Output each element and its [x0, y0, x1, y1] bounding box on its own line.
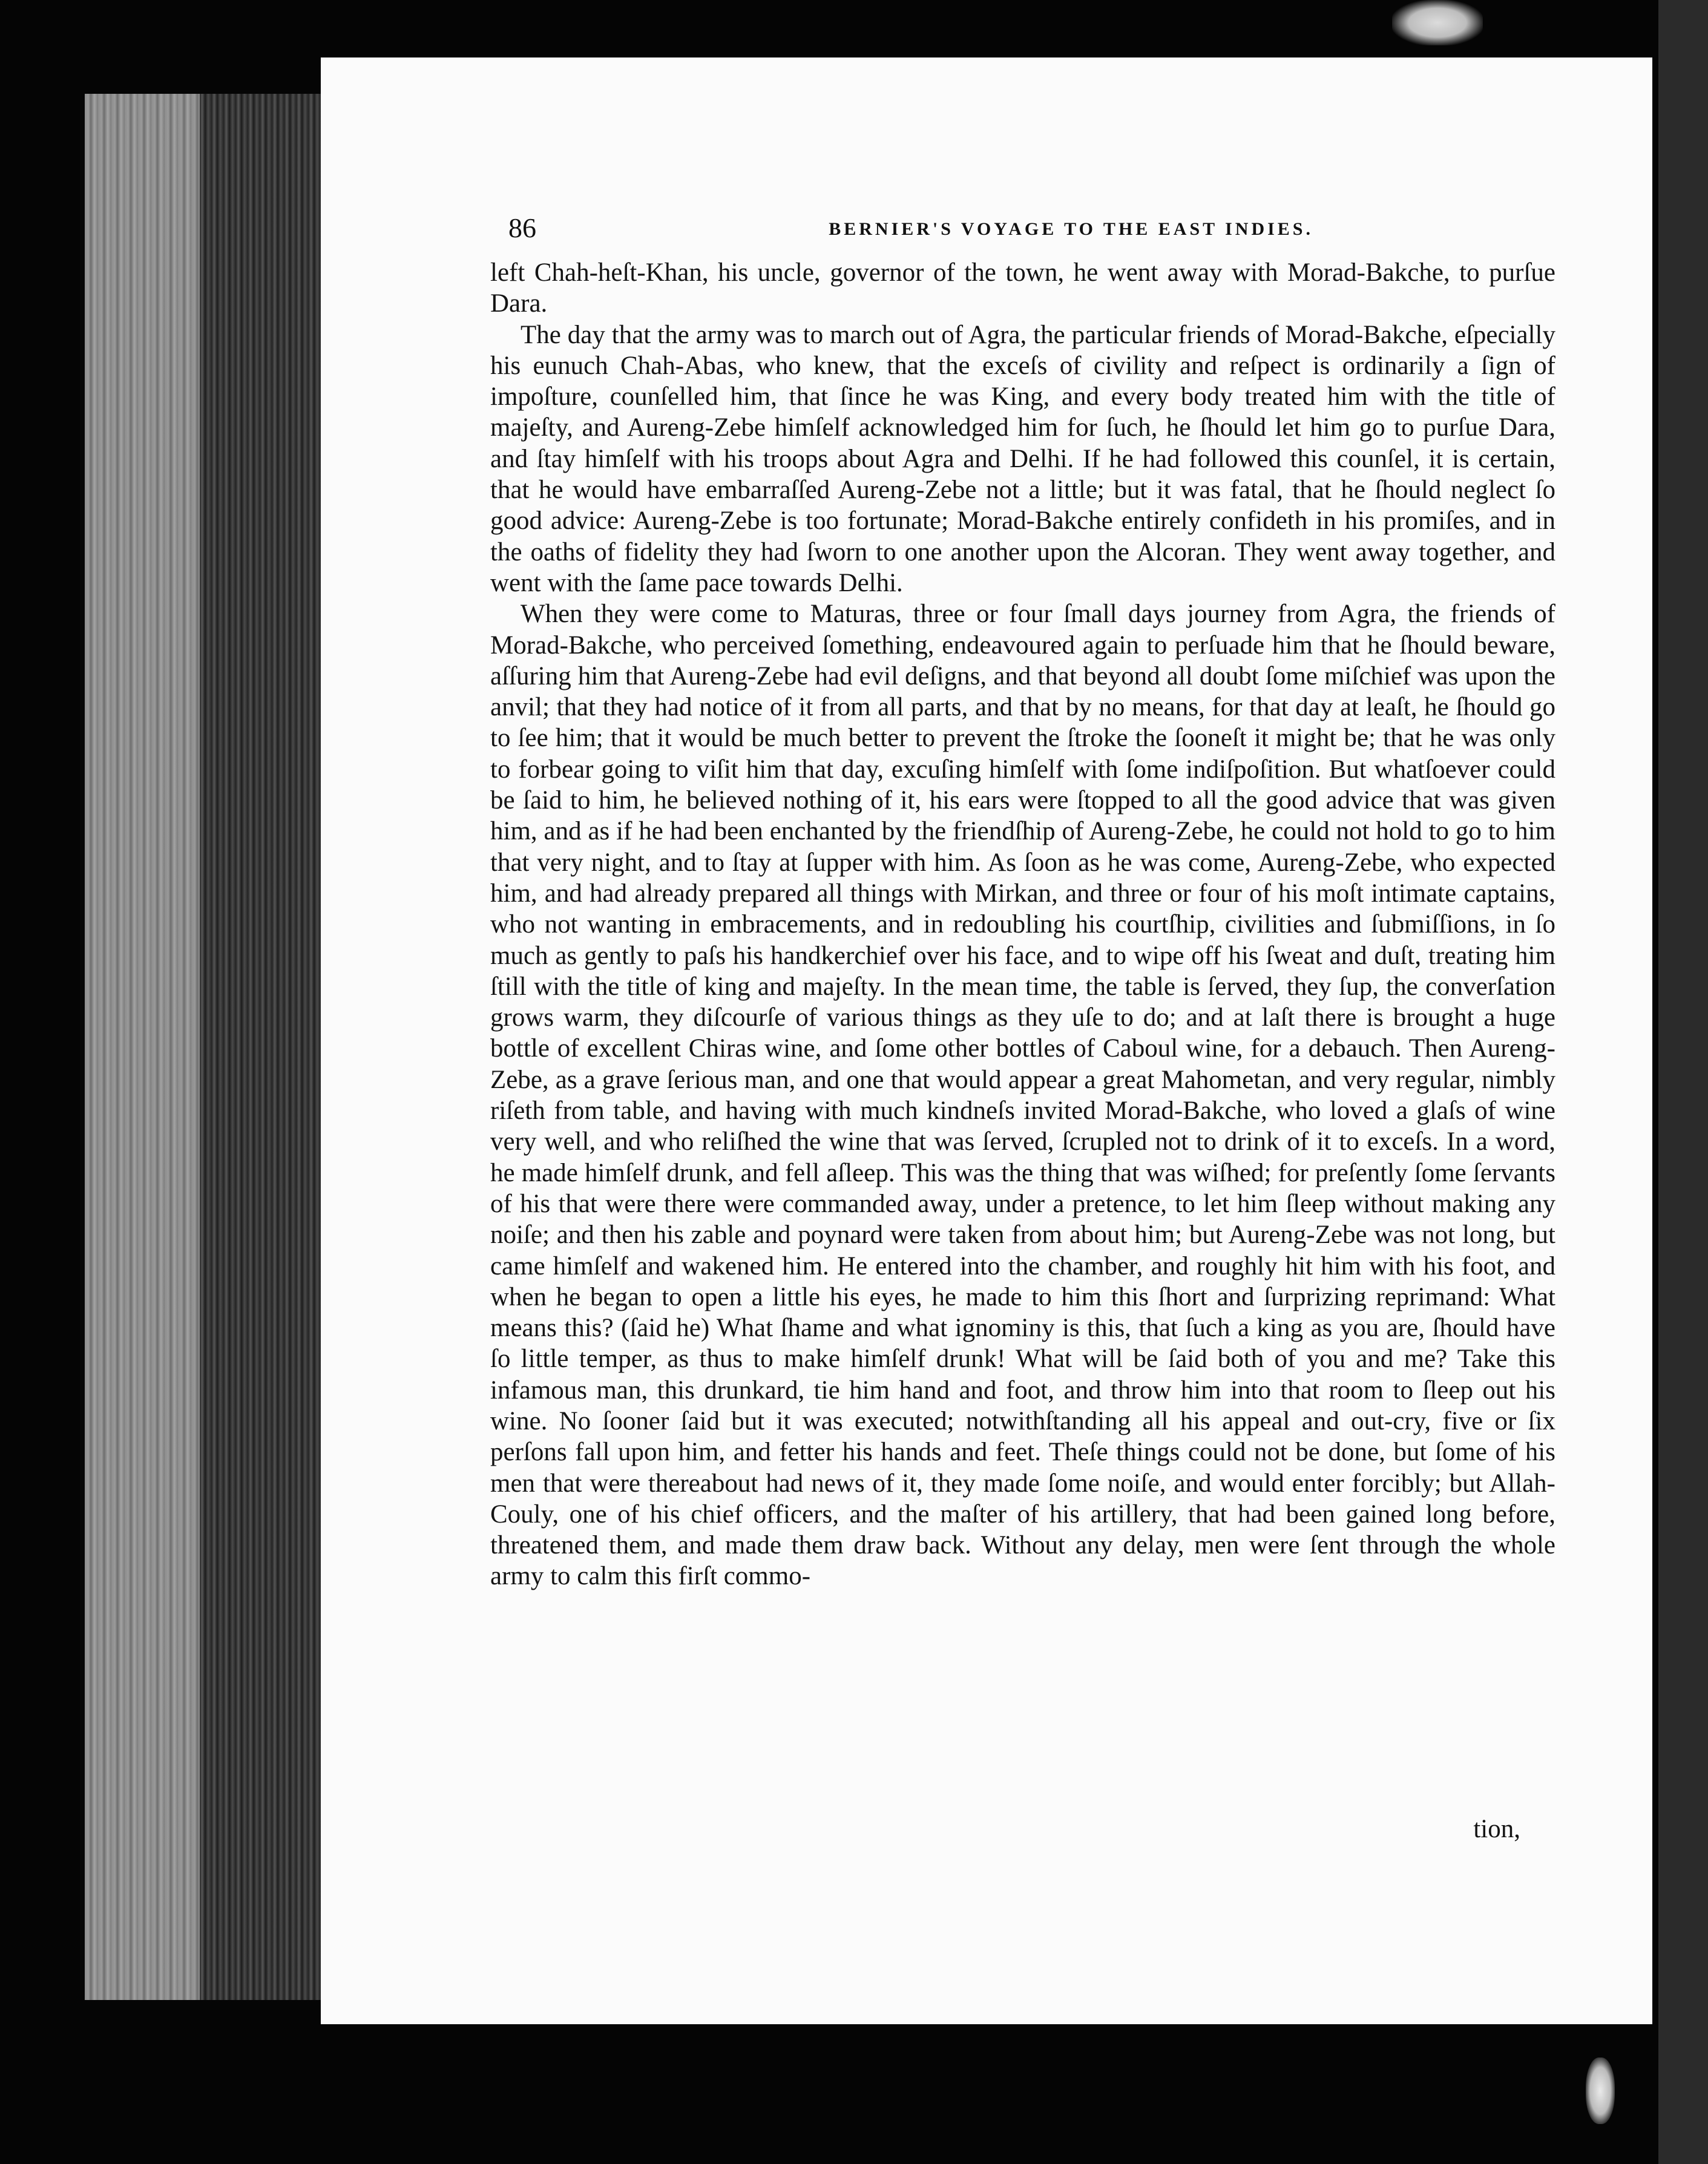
scan-artifact-bottom: [1586, 2057, 1615, 2124]
paragraph: The day that the army was to march out of Agra, the particular friends of Morad-Bakche, eſpecially his eunuch Chah-Abas, who knew, that the exceſs of civility and reſpect is ordinarily a ſign of impoſture, counſelled him, that ſince he was King, and every body treated him with the title of majeſty, and Aureng-Zebe himſelf acknowledged him for ſuch, he ſhould let him go to purſue Dara, and ſtay himſelf with his troops about Agra and Delhi. If he had followed this counſel, it is certain, that he would have embarraſſed Aureng-Zebe not a little; but it was fatal, that he ſhould neglect ſo good advice: Aureng-Zebe is too fortunate; Morad-Bakche entirely confideth in his promiſes, and in the oaths of fidelity they had ſworn to one another upon the Alcoran. They went away together, and went with the ſame pace towards Delhi.: [490, 320, 1555, 597]
paragraph-continuation: left Chah-heſt-Khan, his uncle, governor of the town, he went away with Morad-Bakche, to purſue Dara.: [490, 258, 1555, 318]
scan-right-border: [1658, 0, 1708, 2164]
running-title: BERNIER'S VOYAGE TO THE EAST INDIES.: [829, 219, 1313, 239]
body-text: [490, 257, 1555, 1592]
page-number: 86: [508, 212, 536, 243]
scan-artifact-top: [1392, 0, 1483, 45]
catchword: tion,: [1473, 1815, 1520, 1843]
paragraph: When they were come to Maturas, three or four ſmall days journey from Agra, the friends of Morad-Bakche, who perceived ſomething, endeavoured again to perſuade him that he ſhould beware, aſſuring him that Aureng-Zebe had evil deſigns, and that beyond all doubt ſome miſchief was upon the anvil; that they had notice of it from all parts, and that by no means, for that day at leaſt, he ſhould go to ſee him; that it would be much better to prevent the ſtroke the ſooneſt it might be; that he was only to forbear going to viſit him that day, excuſing himſelf with ſome indiſpoſition. But whatſoever could be ſaid to him, he believed nothing of it, his ears were ſtopped to all the good advice that was given him, and as if he had been enchanted by the friendſhip of Aureng-Zebe, he could not hold to go to him that very night, and to ſtay at ſupper with him. As ſoon as he was come, Aureng-Zebe, who expected him, and had already prepared all things with Mirkan, and three or four of his moſt intimate captains, who not wanting in embracements, and in redoubling his courtſhip, civilities and ſubmiſſions, in ſo much as gently to paſs his handkerchief over his face, and to wipe off his ſweat and duſt, treating him ſtill with the title of king and majeſty. In the mean time, the table is ſerved, they ſup, the converſation grows warm, they diſcourſe of various things as they uſe to do; and at laſt there is brought a huge bottle of excellent Chiras wine, and ſome other bottles of Caboul wine, for a debauch. Then Aureng-Zebe, as a grave ſerious man, and one that would appear a great Mahometan, and very regular, nimbly riſeth from table, and having with much kindneſs invited Morad-Bakche, who loved a glaſs of wine very well, and who reliſhed the wine that was ſerved, ſcrupled not to drink of it to exceſs. In a word, he made himſelf drunk, and fell aſleep. This was the thing that was wiſhed; for preſently ſome ſervants of his that were there were commanded away, under a pretence, to let him ſleep without making any noiſe; and then his zable and poynard were taken from about him; but Aureng-Zebe was not long, but came himſelf and wakened him. He entered into the chamber, and roughly hit him with his foot, and when he began to open a little his eyes, he made to him this ſhort and ſurprizing reprimand: What means this? (ſaid he) What ſhame and what ignominy is this, that ſuch a king as you are, ſhould have ſo little temper, as thus to make himſelf drunk! What will be ſaid both of you and me? Take this infamous man, this drunkard, tie him hand and foot, and throw him into that room to ſleep out his wine. No ſooner ſaid but it was executed; notwithſtanding all his appeal and out-cry, five or ſix perſons fall upon him, and fetter his hands and feet. Theſe things could not be done, but ſome of his men that were thereabout had news of it, they made ſome noiſe, and would enter forcibly; but Allah-Couly, one of his chief officers, and the maſter of his artillery, that had been gained long before, threatened them, and made them draw back. Without any delay, men were ſent through the whole army to calm this firſt commo-: [490, 600, 1555, 1591]
book-spine-shadow: [200, 94, 327, 2000]
page-header: [508, 212, 1313, 254]
